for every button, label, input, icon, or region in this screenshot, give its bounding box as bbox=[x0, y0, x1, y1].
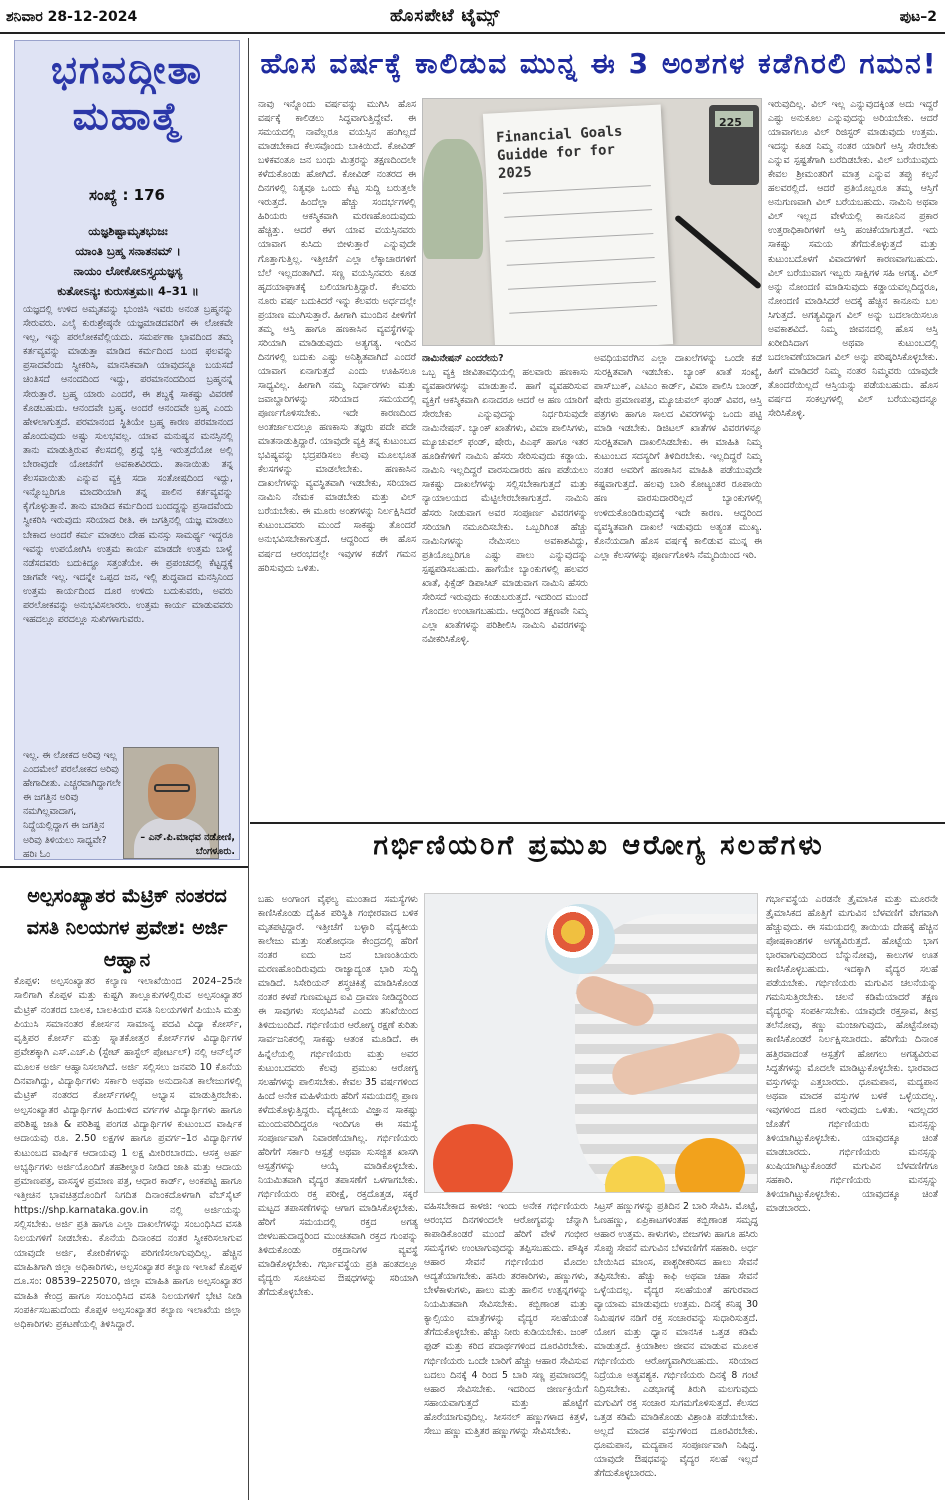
pregnancy-headline: ಗರ್ಭಿಣಿಯರಿಗೆ ಪ್ರಮುಖ ಆರೋಗ್ಯ ಸಲಹೆಗಳು bbox=[373, 830, 825, 861]
pregnancy-column-3: ಸಿಟ್ರಸ್ ಹಣ್ಣುಗಳನ್ನು ಪ್ರತಿದಿನ 2 ಬಾರಿ ಸೇವಿಸಿ. ಮೊಟ್ಟೆ, ಓಣಹಣ್ಣು, ಏಪ್ರಿಕಾಟಗಳಂತಹ ಕಬ್ಬಿಣಾಂಶ ಸಮೃದ್ಧ ಆಹಾರ ಉತ್ತಮ. ಕಾಳುಗಳು, ಬೀಜಗಳು ಹಾಗೂ ಹಸಿರು ಸೊಪ್ಪು ಸೇವನೆ ಮಗುವಿನ ಬೆಳವಣಿಗೆಗೆ ಸಹಕಾರಿ. ಅರ್ಧ ಬೇಯಿಸಿದ ಮಾಂಸ, ಪಾಶ್ಚರೀಕರಿಸದ ಹಾಲು ಸೇವನೆ ತಪ್ಪಿಸಬೇಕು. ಹೆಚ್ಚು ಕಾಫಿ ಅಥವಾ ಚಹಾ ಸೇವನೆ ಒಳ್ಳೆಯದಲ್ಲ. ವೈದ್ಯರ ಸಲಹೆಯಂತೆ ಹಗುರವಾದ ವ್ಯಾಯಾಮ ಮಾಡುವುದು ಉತ್ತಮ. ದಿನಕ್ಕೆ ಕನಿಷ್ಠ 30 ನಿಮಿಷಗಳ ನಡಿಗೆ ರಕ್ತ ಸಂಚಾರವನ್ನು ಸುಧಾರಿಸುತ್ತದೆ. ಯೋಗ ಮತ್ತು ಧ್ಯಾನ ಮಾನಸಿಕ ಒತ್ತಡ ಕಡಿಮೆ ಮಾಡುತ್ತದೆ. ಕ್ರಿಯಾಶೀಲ ಜೀವನ ಮಾಡುವ ಮೂಲಕ ಗರ್ಭಿಣಿಯರು ಆರೋಗ್ಯವಾಗಿರಬಹುದು. ಸರಿಯಾದ ನಿದ್ರೆಯೂ ಅತ್ಯವಶ್ಯಕ. ಗರ್ಭಿಣಿಯರು ದಿನಕ್ಕೆ 8 ಗಂಟೆ ನಿದ್ರಿಸಬೇಕು. ಎಡಭಾಗಕ್ಕೆ ತಿರುಗಿ ಮಲಗುವುದು ಮಗುವಿಗೆ ರಕ್ತ ಸಂಚಾರ ಸುಗಮಗೊಳಿಸುತ್ತದೆ. ಕೆಲಸದ ಒತ್ತಡ ಕಡಿಮೆ ಮಾಡಿಕೊಂಡು ವಿಶ್ರಾಂತಿ ಪಡೆಯಬೇಕು. ಅಲ್ಲದೆ ಮಾದಕ ವಸ್ತುಗಳಿಂದ ದೂರವಿರಬೇಕು. ಧೂಮಪಾನ, ಮದ್ಯಪಾನ ಸಂಪೂರ್ಣವಾಗಿ ನಿಷಿದ್ಧ. ಯಾವುದೇ ಔಷಧವನ್ನು ವೈದ್ಯರ ಸಲಹೆ ಇಲ್ಲದೆ ತೆಗೆದುಕೊಳ್ಳಬಾರದು. bbox=[594, 1201, 758, 1479]
pregnancy-column-4: ಗರ್ಭಾವಸ್ಥೆಯ ಎರಡನೇ ತ್ರೈಮಾಸಿಕ ಮತ್ತು ಮೂರನೇ ತ್ರೈಮಾಸಿಕದ ಹೊತ್ತಿಗೆ ಮಗುವಿನ ಬೆಳವಣಿಗೆ ವೇಗವಾಗಿ ಹೆಚ್ಚುವುದು. ಈ ಸಮಯದಲ್ಲಿ ತಾಯಿಯ ದೇಹಕ್ಕೆ ಹೆಚ್ಚಿನ ಪೋಷಕಾಂಶಗಳ ಅಗತ್ಯವಿರುತ್ತದೆ. ಹೊಟ್ಟೆಯ ಭಾಗ ಭಾರವಾಗುವುದರಿಂದ ಬೆನ್ನುನೋವು, ಕಾಲುಗಳ ಊತ ಕಾಣಿಸಿಕೊಳ್ಳಬಹುದು. ಇದಕ್ಕಾಗಿ ವೈದ್ಯರ ಸಲಹೆ ಪಡೆಯಬೇಕು. ಗರ್ಭಿಣಿಯರು ಮಗುವಿನ ಚಲನೆಯನ್ನು ಗಮನಿಸುತ್ತಿರಬೇಕು. ಚಲನೆ ಕಡಿಮೆಯಾದರೆ ತಕ್ಷಣ ವೈದ್ಯರನ್ನು ಸಂಪರ್ಕಿಸಬೇಕು. ಯಾವುದೇ ರಕ್ತಸ್ರಾವ, ತೀವ್ರ ತಲೆನೋವು, ಕಣ್ಣು ಮಂಜಾಗುವುದು, ಹೊಟ್ಟೆನೋವು ಕಾಣಿಸಿಕೊಂಡರೆ ನಿರ್ಲಕ್ಷಿಸಬಾರದು. ಹೆರಿಗೆಯ ದಿನಾಂಕ ಹತ್ತಿರವಾದಂತೆ ಆಸ್ಪತ್ರೆಗೆ ಹೋಗಲು ಅಗತ್ಯವಿರುವ ಸಿದ್ಧತೆಗಳನ್ನು ಮೊದಲೇ ಮಾಡಿಟ್ಟುಕೊಳ್ಳಬೇಕು. ಭಾರವಾದ ವಸ್ತುಗಳನ್ನು ಎತ್ತಬಾರದು. ಧೂಮಪಾನ, ಮದ್ಯಪಾನ ಅಥವಾ ಮಾದಕ ವಸ್ತುಗಳ ಬಳಕೆ ಒಳ್ಳೆಯದಲ್ಲ. ಇವುಗಳಿಂದ ದೂರ ಇರುವುದು ಒಳಿತು. ಇದಲ್ಲದರ ಜೊತೆಗೆ ಗರ್ಭಿಣಿಯರು ಮನಸ್ಸನ್ನು ತಿಳಿಯಾಗಿಟ್ಟುಕೊಳ್ಳಬೇಕು. ಯಾವುದಕ್ಕೂ ಚಿಂತೆ ಮಾಡಬಾರದು. ಗರ್ಭಿಣಿಯರು ಮನಸ್ಸನ್ನು ಖುಷಿಯಾಗಿಟ್ಟುಕೊಂಡರೆ ಮಗುವಿನ ಬೆಳವಣಿಗೆಗೂ ಸಹಕಾರಿ. ಗರ್ಭಿಣಿಯರು ಮನಸ್ಸನ್ನು ತಿಳಿಯಾಗಿಟ್ಟುಕೊಳ್ಳಬೇಕು. ಯಾವುದಕ್ಕೂ ಚಿಂತೆ ಮಾಡಬಾರದು. bbox=[766, 894, 938, 1215]
finance-column-1: ನಾವು ಇನ್ನೊಂದು ವರ್ಷವನ್ನು ಮುಗಿಸಿ ಹೊಸ ವರ್ಷಕ್ಕೆ ಕಾಲಿಡಲು ಸಿದ್ಧವಾಗುತ್ತಿದ್ದೇವೆ. ಈ ಸಮಯದಲ್ಲಿ ನಾವೆಲ್ಲರೂ ವಯಸ್ಸಿನ ಹಂಗಿಲ್ಲದೆ ಮಾಡಬೇಕಾದ ಕೆಲಸವೊಂದು ಬಾಕಿಯಿದೆ. ಕೋವಿಡ್ ಬಳಿಕವಂತೂ ಜನ ಬಂಧು ಮಿತ್ರರನ್ನು ತಕ್ಷಣದಿಂದಲೇ ಕಳೆದುಕೊಂಡು ಹೋಗಿದೆ. ಕೋವಿಡ್ ನಂತರದ ಈ ದಿನಗಳಲ್ಲಿ ನಿತ್ಯವೂ ಒಂದು ಕೆಟ್ಟ ಸುದ್ದಿ ಬರುತ್ತಲೇ ಇರುತ್ತದೆ. ಹಿಂದೆಲ್ಲಾ ಹೆಚ್ಚು ಸಂದರ್ಭಗಳಲ್ಲಿ ಹಿರಿಯರು ಆಕಸ್ಮಿಕವಾಗಿ ಮರಣಹೊಂದುವುದು ಹೆಚ್ಚಿತ್ತು. ಆದರೆ ಈಗ ಯಾವ ವಯಸ್ಸಿನವರು ಯಾವಾಗ ಕುಸಿದು ಬೀಳುತ್ತಾರೆ ಎನ್ನುವುದೇ ಗೊತ್ತಾಗುತ್ತಿಲ್ಲ. ಇತ್ತೀಚೆಗೆ ಎಲ್ಲಾ ಲೆಕ್ಕಾಚಾರಗಳಿಗೆ ಬೆಲೆ ಇಲ್ಲದಂತಾಗಿದೆ. ಸಣ್ಣ ವಯಸ್ಸಿನವರು ಕೂಡ ಹೃದಯಾಘಾತಕ್ಕೆ ಬಲಿಯಾಗುತ್ತಿದ್ದಾರೆ. ಕೆಲವರು ನೂರು ವರ್ಷ ಬದುಕಿದರೆ ಇನ್ನು ಕೆಲವರು ಅರ್ಧದಲ್ಲೇ ಪ್ರಯಾಣ ಮುಗಿಸುತ್ತಾರೆ. ಹೀಗಾಗಿ ಮುಂದಿನ ಪೀಳಿಗೆಗೆ ತಮ್ಮ ಆಸ್ತಿ ಹಾಗೂ ಹಣಕಾಸಿನ ವ್ಯವಸ್ಥೆಗಳನ್ನು ಸರಿಯಾಗಿ ಮಾಡಿಡುವುದು ಅತ್ಯಗತ್ಯ. ಇಂದಿನ ದಿನಗಳಲ್ಲಿ ಬದುಕು ಎಷ್ಟು ಅನಿಶ್ಚಿತವಾಗಿದೆ ಎಂದರೆ ಯಾವಾಗ ಏನಾಗುತ್ತದೆ ಎಂದು ಊಹಿಸಲೂ ಸಾಧ್ಯವಿಲ್ಲ. ಹೀಗಾಗಿ ನಮ್ಮ ನಿರ್ಧಾರಗಳು ಮತ್ತು ಜವಾಬ್ದಾರಿಗಳನ್ನು ಸರಿಯಾದ ಸಮಯದಲ್ಲಿ ಪೂರ್ಣಗೊಳಿಸಬೇಕು. ಇದೇ ಕಾರಣದಿಂದ ಅಂತರ್ಜಾಲದಲ್ಲೂ ಹಣಕಾಸು ತಜ್ಞರು ಪದೇ ಪದೇ ಮಾತನಾಡುತ್ತಿದ್ದಾರೆ. ಯಾವುದೇ ವ್ಯಕ್ತಿ ತನ್ನ ಕುಟುಂಬದ ಭವಿಷ್ಯವನ್ನು ಭದ್ರಪಡಿಸಲು ಕೆಲವು ಮೂಲಭೂತ ಕೆಲಸಗಳನ್ನು ಮಾಡಲೇಬೇಕು. ಹಣಕಾಸಿನ ದಾಖಲೆಗಳನ್ನು ವ್ಯವಸ್ಥಿತವಾಗಿ ಇಡಬೇಕು, ಸರಿಯಾದ ನಾಮಿನಿ ನೇಮಕ ಮಾಡಬೇಕು ಮತ್ತು ವಿಲ್ ಬರೆಯಬೇಕು. ಈ ಮೂರು ಅಂಶಗಳನ್ನು ನಿರ್ಲಕ್ಷಿಸಿದರೆ ಕುಟುಂಬದವರು ಮುಂದೆ ಸಾಕಷ್ಟು ತೊಂದರೆ ಅನುಭವಿಸಬೇಕಾಗುತ್ತದೆ. ಆದ್ದರಿಂದ ಈ ಹೊಸ ವರ್ಷದ ಆರಂಭದಲ್ಲೇ ಇವುಗಳ ಕಡೆಗೆ ಗಮನ ಹರಿಸುವುದು ಒಳಿತು. bbox=[258, 99, 416, 574]
page-header bbox=[0, 0, 945, 34]
fruit-icon bbox=[433, 1124, 513, 1193]
masthead: ಹೊಸಪೇಟೆ ಟೈಮ್ಸ್ bbox=[390, 6, 501, 26]
gita-column bbox=[14, 40, 240, 860]
column-divider bbox=[248, 38, 249, 1500]
finance-column-2 bbox=[422, 352, 588, 814]
pregnancy-image bbox=[424, 893, 758, 1193]
finance-headline: ಹೊಸ ವರ್ಷಕ್ಕೆ ಕಾಲಿಡುವ ಮುನ್ನ ಈ 3 ಅಂಶಗಳ ಕಡೆಗಿರಲಿ ಗಮನ! bbox=[260, 47, 938, 80]
gita-title-line1: ಭಗವದ್ಗೀತಾ bbox=[50, 48, 204, 92]
pregnancy-column-1: ಬಹು ಅಂಗಾಂಗ ವೈಫಲ್ಯ ಮುಂತಾದ ಸಮಸ್ಯೆಗಳು ಕಾಣಿಸಿಕೊಂಡು ದೈಹಿಕ ಪರಿಸ್ಥಿತಿ ಗಂಭೀರವಾದ ಬಳಿಕ ಮೃತಪಟ್ಟಿದ್ದಾರೆ. ಇತ್ತೀಚೆಗೆ ಬಳ್ಳಾರಿ ವೈದ್ಯಕೀಯ ಕಾಲೇಜು ಮತ್ತು ಸಂಶೋಧನಾ ಕೇಂದ್ರದಲ್ಲಿ ಹೆರಿಗೆ ನಂತರ ಐದು ಜನ ಬಾಣಂತಿಯರು ಮರಣಹೊಂದಿರುವುದು ರಾಜ್ಯಾದ್ಯಂತ ಭಾರಿ ಸುದ್ದಿ ಮಾಡಿದೆ. ಸಿಸೇರಿಯನ್ ಶಸ್ತ್ರಚಿಕಿತ್ಸೆ ಮಾಡಿಸಿಕೊಂಡ ನಂತರ ಕಳಪೆ ಗುಣಮಟ್ಟದ ಐವಿ ದ್ರಾವಣ ನೀಡಿದ್ದರಿಂದ ಈ ಸಾವುಗಳು ಸಂಭವಿಸಿವೆ ಎಂದು ತನಿಖೆಯಿಂದ ತಿಳಿದುಬಂದಿದೆ. ಗರ್ಭಿಣಿಯರ ಆರೋಗ್ಯ ರಕ್ಷಣೆ ಕುರಿತು ಸಾರ್ವಜನಿಕರಲ್ಲಿ ಸಾಕಷ್ಟು ಆತಂಕ ಮೂಡಿದೆ. ಈ ಹಿನ್ನೆಲೆಯಲ್ಲಿ ಗರ್ಭಿಣಿಯರು ಮತ್ತು ಅವರ ಕುಟುಂಬದವರು ಕೆಲವು ಪ್ರಮುಖ ಆರೋಗ್ಯ ಸಲಹೆಗಳನ್ನು ಪಾಲಿಸಬೇಕು. ಕೇವಲ 35 ವರ್ಷಗಳಿಂದ ಹಿಂದೆ ಅನೇಕ ಮಹಿಳೆಯರು ಹೆರಿಗೆ ಸಮಯದಲ್ಲಿ ಪ್ರಾಣ ಕಳೆದುಕೊಳ್ಳುತ್ತಿದ್ದರು. ವೈದ್ಯಕೀಯ ವಿಜ್ಞಾನ ಸಾಕಷ್ಟು ಮುಂದುವರಿದಿದ್ದರೂ ಇಂದಿಗೂ ಈ ಸಮಸ್ಯೆ ಸಂಪೂರ್ಣವಾಗಿ ನಿವಾರಣೆಯಾಗಿಲ್ಲ. ಗರ್ಭಿಣಿಯರು ಹೆರಿಗೆಗೆ ಸರ್ಕಾರಿ ಆಸ್ಪತ್ರೆ ಅಥವಾ ಸುಸಜ್ಜಿತ ಖಾಸಗಿ ಆಸ್ಪತ್ರೆಗಳನ್ನು ಆಯ್ಕೆ ಮಾಡಿಕೊಳ್ಳಬೇಕು. ನಿಯಮಿತವಾಗಿ ವೈದ್ಯರ ತಪಾಸಣೆಗೆ ಒಳಗಾಗಬೇಕು. ಗರ್ಭಿಣಿಯರು ರಕ್ತ ಪರೀಕ್ಷೆ, ರಕ್ತದೊತ್ತಡ, ಸಕ್ಕರೆ ಮಟ್ಟದ ತಪಾಸಣೆಗಳನ್ನು ಆಗಾಗ ಮಾಡಿಸಿಕೊಳ್ಳಬೇಕು. ಹೆರಿಗೆ ಸಮಯದಲ್ಲಿ ರಕ್ತದ ಅಗತ್ಯ ಬೀಳಬಹುದಾದ್ದರಿಂದ ಮುಂಚಿತವಾಗಿ ರಕ್ತದ ಗುಂಪನ್ನು ತಿಳಿದುಕೊಂಡು ರಕ್ತದಾನಿಗಳ ವ್ಯವಸ್ಥೆ ಮಾಡಿಕೊಳ್ಳಬೇಕು. ಗರ್ಭಾವಸ್ಥೆಯ ಪ್ರತಿ ಹಂತದಲ್ಲೂ ವೈದ್ಯರು ಸೂಚಿಸುವ ಔಷಧಗಳನ್ನು ಸರಿಯಾಗಿ ತೆಗೆದುಕೊಳ್ಳಬೇಕು. bbox=[258, 894, 418, 1299]
nomination-subhead: ನಾಮಿನೇಷನ್ ಎಂದರೇನು? bbox=[422, 353, 504, 364]
page-number: ಪುಟ–2 bbox=[899, 9, 937, 25]
pen-icon bbox=[674, 214, 762, 289]
author-name: – ಎನ್.ಪಿ.ಮಾಧವ ನಡೋಣಿ, bbox=[140, 832, 235, 843]
verse-line: ಯಾಂತಿ ಬ್ರಹ್ಮ ಸನಾತನಮ್ । bbox=[75, 244, 181, 258]
verse-line: ನಾಯಂ ಲೋಕೋಽಸ್ತ್ಯಯಜ್ಞಸ್ಯ bbox=[73, 264, 183, 278]
gita-number: ಸಂಖ್ಯೆ : 176 bbox=[89, 186, 165, 204]
calculator-display: 225 bbox=[719, 116, 742, 129]
gita-body: ಯಜ್ಞದಲ್ಲಿ ಉಳಿದ ಅಮೃತವನ್ನು ಭುಂಜಿಸಿ ಇವರು ಅನಂತ ಬ್ರಹ್ಮನನ್ನು ಸೇರುವರು. ಎಲೈ ಕುರುಶ್ರೇಷ್ಠನೇ ಯಜ್ಞಮಾಡದವರಿಗೆ ಈ ಲೋಕವೇ ಇಲ್ಲ, ಇನ್ನು ಪರಲೋಕವೆಲ್ಲಿಯದು. ಸಮರ್ಪಣಾ ಭಾವದಿಂದ ತಮ್ಮ ಕರ್ತವ್ಯವನ್ನು ಮಾಡುತ್ತಾ ಮಾಡಿದ ಕರ್ಮದಿಂದ ಬಂದ ಫಲವನ್ನು ಪ್ರಸಾದವೆಂದು ಸ್ವೀಕರಿಸಿ, ಮಾನಸಿಕವಾಗಿ ಯಾವುದನ್ನೂ ಬಯಸದೆ ಚಿಂತಿಸದೆ ಆನಂದದಿಂದ ಇದ್ದು, ಪರಮಾನಂದದಿಂದ ಬ್ರಹ್ಮನನ್ನೆ ಸೇರುತ್ತಾರೆ. ಬ್ರಹ್ಮ ಯಾರು ಎಂದರೆ, ಈ ಶಬ್ದಕ್ಕೆ ಸಾಕಷ್ಟು ವಿವರಣೆ ಕೊಡಬಹುದು. ಆನಂದವೇ ಬ್ರಹ್ಮ. ಅಂದರೆ ಆನಂದವೇ ಬ್ರಹ್ಮ ಎಂದು ಹೇಳಲಾಗುತ್ತದೆ. ಪರಮಾನಂದ ಸ್ಥಿತಿಯೇ ಬ್ರಹ್ಮ ಕಾರಣ ಪರಮಾನಂದ ಹೊಂದುವುದು ಅಷ್ಟು ಸುಲಭವಲ್ಲ. ಯಾವ ಮನುಷ್ಯನ ಮನಸ್ಸಿನಲ್ಲಿ ತಾನು ಮಾಡುತ್ತಿರುವ ಕೆಲಸದಲ್ಲಿ ಶ್ರದ್ಧೆ ಭಕ್ತಿ ಇರುತ್ತದೆಯೋ ಅಲ್ಲಿ ಬೇರಾವುದೇ ಯೋಚನೆಗೆ ಅವಕಾಶವಿರದು. ತಾನಾಯಿತು ತನ್ನ ಕೆಲಸವಾಯಿತು ಎನ್ನುವ ವ್ಯಕ್ತಿ ಸದಾ ಸಂತೋಷದಿಂದ ಇದ್ದು, ಇನ್ನೊಬ್ಬರಿಗೂ ಮಾದರಿಯಾಗಿ ತನ್ನ ಪಾಲಿನ ಕರ್ತವ್ಯವನ್ನು ಕೈಗೊಳ್ಳುತ್ತಾನೆ. ತಾನು ಮಾಡಿದ ಕರ್ಮದಿಂದ ಬಂದದ್ದನ್ನು ಪ್ರಸಾದವೆಂದು ಸ್ವೀಕರಿಸಿ ಇರುವುದು ಸರಿಯಾದ ರೀತಿ. ಈ ಜಗತ್ತಿನಲ್ಲಿ ಯಜ್ಞ ಮಾಡಲು ಬೇಕಾದ ಅಂದರೆ ಕರ್ಮ ಮಾಡಲು ದೇಹ ಮನಸ್ಸು ಸಾಮರ್ಥ್ಯ ಇದ್ದರೂ ಇವನ್ನು ಉಪಯೋಗಿಸಿ ಉತ್ತಮ ಕಾರ್ಯ ಮಾಡದೇ ಉತ್ತಮ ಬಾಳ್ವೆ ನಡೆಸದವರು ಬದುಕಿದ್ದೂ ಸತ್ತಂತೆಯೇ. ಈ ಪ್ರಪಂಚದಲ್ಲಿ ಕೆಟ್ಟದ್ದಕ್ಕೆ ಜಾಗವೇ ಇಲ್ಲ. ಇದನ್ನೇ ಒಪ್ಪದ ಜನ, ಇಲ್ಲಿ ಶುದ್ಧವಾದ ಮನಸ್ಸಿನಿಂದ ಉತ್ತಮ ಕಾರ್ಯದಿಂದ ದೂರ ಉಳಿದು ಬದುಕುವರು, ಅವರು ಪರಲೋಕವನ್ನು ಅನುಭವಿಸಲಾರರು. ಉತ್ತಮ ಕಾರ್ಯ ಮಾಡುವವರು ಇಹದಲ್ಲೂ ಪರದಲ್ಲೂ ಸುಖಿಗಳಾಗುವರು. bbox=[23, 304, 233, 626]
nomination-text: ಒಬ್ಬ ವ್ಯಕ್ತಿ ಜೀವಿತಾವಧಿಯಲ್ಲಿ ಹಲವಾರು ಹಣಕಾಸು ವ್ಯವಹಾರಗಳನ್ನು ಮಾಡುತ್ತಾನೆ. ಹಾಗೆ ವ್ಯವಹರಿಸುವ ವ್ಯಕ್ತಿಗೆ ಆಕಸ್ಮಿಕವಾಗಿ ಏನಾದರೂ ಆದರೆ ಆ ಹಣ ಯಾರಿಗೆ ಸೇರಬೇಕು ಎನ್ನುವುದನ್ನು ನಿರ್ಧರಿಸುವುದೇ ನಾಮಿನೇಷನ್. ಬ್ಯಾಂಕ್ ಖಾತೆಗಳು, ವಿಮಾ ಪಾಲಿಸಿಗಳು, ಮ್ಯೂಚುವಲ್ ಫಂಡ್, ಷೇರು, ಪಿಎಫ್ ಹಾಗೂ ಇತರ ಹೂಡಿಕೆಗಳಿಗೆ ನಾಮಿನಿ ಹೆಸರು ಸೇರಿಸುವುದು ಕಡ್ಡಾಯ. ನಾಮಿನಿ ಇಲ್ಲದಿದ್ದರೆ ವಾರಸುದಾರರು ಹಣ ಪಡೆಯಲು ಸಾಕಷ್ಟು ದಾಖಲೆಗಳನ್ನು ಸಲ್ಲಿಸಬೇಕಾಗುತ್ತದೆ ಮತ್ತು ನ್ಯಾಯಾಲಯದ ಮೆಟ್ಟಿಲೇರಬೇಕಾಗುತ್ತದೆ. ನಾಮಿನಿ ಹೆಸರು ನೀಡುವಾಗ ಅವರ ಸಂಪೂರ್ಣ ವಿವರಗಳನ್ನು ಸರಿಯಾಗಿ ನಮೂದಿಸಬೇಕು. ಒಬ್ಬರಿಗಿಂತ ಹೆಚ್ಚು ನಾಮಿನಿಗಳನ್ನು ನೇಮಿಸಲು ಅವಕಾಶವಿದ್ದು, ಪ್ರತಿಯೊಬ್ಬರಿಗೂ ಎಷ್ಟು ಪಾಲು ಎನ್ನುವುದನ್ನು ಸ್ಪಷ್ಟಪಡಿಸಬಹುದು. ಹಾಗೆಯೇ ಬ್ಯಾಂಕುಗಳಲ್ಲಿ ಹಲವರ ಖಾತೆ, ಫಿಕ್ಸೆಡ್ ಡಿಪಾಸಿಟ್ ಮಾಡುವಾಗ ನಾಮಿನಿ ಹೆಸರು ಸೇರಿಸದೆ ಇರುವುದು ಕಂಡುಬರುತ್ತದೆ. ಇದರಿಂದ ಮುಂದೆ ಗೊಂದಲ ಉಂಟಾಗಬಹುದು. ಆದ್ದರಿಂದ ತಕ್ಷಣವೇ ನಿಮ್ಮ ಎಲ್ಲಾ ಖಾತೆಗಳನ್ನು ಪರಿಶೀಲಿಸಿ ನಾಮಿನಿ ವಿವರಗಳನ್ನು ನವೀಕರಿಸಿಕೊಳ್ಳಿ. bbox=[422, 367, 588, 645]
hostel-body: ಕೊಪ್ಪಳ: ಅಲ್ಪಸಂಖ್ಯಾತರ ಕಲ್ಯಾಣ ಇಲಾಖೆಯಿಂದ 2024–25ನೇ ಸಾಲಿಗಾಗಿ ಕೊಪ್ಪಳ ಮತ್ತು ಕುಷ್ಟಗಿ ತಾಲ್ಲೂಕುಗಳಲ್ಲಿರುವ ಅಲ್ಪಸಂಖ್ಯಾತರ ಮೆಟ್ರಿಕ್ ನಂತರದ ಬಾಲಕ, ಬಾಲಕಿಯರ ವಸತಿ ನಿಲಯಗಳಿಗೆ ಪಿಯುಸಿ ಮತ್ತು ಪಿಯುಸಿ ಸಮಾನಂತರ ಕೋರ್ಸನ ಸಾಮಾನ್ಯ ಪದವಿ ವಿದ್ಯಾ ಕೋರ್ಸ್, ವೃತ್ತಿಪರ ಕೋರ್ಸ್ ಮತ್ತು ಸ್ನಾತಕೋತ್ತರ ಕೋರ್ಸ್‌ಗಳ ವಿದ್ಯಾರ್ಥಿಗಳ ಪ್ರವೇಶಕ್ಕಾಗಿ ಎಸ್.ಎಚ್.ಪಿ (ಸ್ಟೇಟ್ ಹಾಸ್ಟೆಲ್ ಪೋರ್ಟಲ್) ನಲ್ಲಿ ಆನ್‌ಲೈನ್ ಮೂಲಕ ಅರ್ಜಿ ಆಹ್ವಾನಿಸಲಾಗಿದೆ. ಅರ್ಜಿ ಸಲ್ಲಿಸಲು ಜನವರಿ 10 ಕೊನೆಯ ದಿನವಾಗಿದ್ದು, ವಿದ್ಯಾರ್ಥಿಗಳು ಸರ್ಕಾರಿ ಅಥವಾ ಅನುದಾನಿತ ಕಾಲೇಜುಗಳಲ್ಲಿ ಮೆಟ್ರಿಕ್ ನಂತರದ ಕೋರ್ಸ್‌ಗಳಲ್ಲಿ ಅಭ್ಯಾಸ ಮಾಡುತ್ತಿರಬೇಕು. ಅಲ್ಪಸಂಖ್ಯಾತರ ವಿದ್ಯಾರ್ಥಿಗಳ ಹಿಂದುಳಿದ ವರ್ಗಗಳ ವಿದ್ಯಾರ್ಥಿಗಳು ಹಾಗೂ ಪರಿಶಿಷ್ಟ ಜಾತಿ & ಪರಿಶಿಷ್ಟ ಪಂಗಡ ವಿದ್ಯಾರ್ಥಿಗಳ ಕುಟುಂಬದ ವಾರ್ಷಿಕ ಆದಾಯವು ರೂ. 2.50 ಲಕ್ಷಗಳ ಹಾಗೂ ಪ್ರವರ್ಗ–1ರ ವಿದ್ಯಾರ್ಥಿಗಳ ಕುಟುಂಬದ ವಾರ್ಷಿಕ ಆದಾಯವು 1 ಲಕ್ಷ ಮೀರಿರಬಾರದು. ಆಸಕ್ತ ಅರ್ಹ ಅಭ್ಯರ್ಥಿಗಳು ಅರ್ಜಿಯೊಂದಿಗೆ ತಹಶೀಲ್ದಾರ ನೀಡಿದ ಜಾತಿ ಮತ್ತು ಆದಾಯ ಪ್ರಮಾಣಪತ್ರ, ವಾಸಸ್ಥಳ ಪ್ರಮಾಣ ಪತ್ರ, ಆಧಾರ ಕಾರ್ಡ್, ಅಂಕಪಟ್ಟಿ ಹಾಗೂ ಇತ್ತೀಚಿನ ಭಾವಚಿತ್ರದೊಂದಿಗೆ ನಿಗದಿತ ದಿನಾಂಕದೊಳಗಾಗಿ ವೆಬ್‌ಸೈಟ್ https://shp.karnataka.gov.in ನಲ್ಲಿ ಅರ್ಜಿಯನ್ನು ಸಲ್ಲಿಸಬೇಕು. ಅರ್ಜಿ ಪ್ರತಿ ಹಾಗೂ ಎಲ್ಲಾ ದಾಖಲೆಗಳನ್ನು ಸಂಬಂಧಿಸಿದ ವಸತಿ ನಿಲಯಗಳಿಗೆ ನೀಡಬೇಕು. ಕೊನೆಯ ದಿನಾಂಕದ ನಂತರ ಸ್ವೀಕರಿಸಲಾಗುವ ಯಾವುದೇ ಅರ್ಜಿ, ಕೋರಿಕೆಗಳನ್ನು ಪರಿಗಣಿಸಲಾಗುವುದಿಲ್ಲ. ಹೆಚ್ಚಿನ ಮಾಹಿತಿಗಾಗಿ ಜಿಲ್ಲಾ ಅಧಿಕಾರಿಗಳು, ಅಲ್ಪಸಂಖ್ಯಾತರ ಕಲ್ಯಾಣ ಇಲಾಖೆ ಕೊಪ್ಪಳ ದೂ.ಸಂ: 08539–225070, ಜಿಲ್ಲಾ ಮಾಹಿತಿ ಹಾಗೂ ಅಲ್ಪಸಂಖ್ಯಾತರ ಮಾಹಿತಿ ಕೇಂದ್ರ ಹಾಗೂ ಸಂಬಂಧಿಸಿದ ವಸತಿ ನಿಲಯಗಳಿಗೆ ಭೇಟಿ ನೀಡಿ ಸಂಪರ್ಕಿಸಬಹುದೆಂದು ಕೊಪ್ಪಳ ಅಲ್ಪಸಂಖ್ಯಾತರ ಕಲ್ಯಾಣ ಇಲಾಖೆಯ ಜಿಲ್ಲಾ ಅಧಿಕಾರಿಗಳು ಪ್ರಕಟಣೆಯಲ್ಲಿ ತಿಳಿಸಿದ್ದಾರೆ. bbox=[14, 976, 242, 1331]
financial-goals-sheet bbox=[483, 105, 673, 346]
hostel-headline: ಅಲ್ಪಸಂಖ್ಯಾತರ ಮೆಟ್ರಿಕ್ ನಂತರದ ವಸತಿ ನಿಲಯಗಳ ಪ್ರವೇಶ: ಅರ್ಜಿ ಆಹ್ವಾನ bbox=[26, 885, 228, 971]
gita-title bbox=[15, 47, 239, 139]
author-signature bbox=[113, 831, 235, 859]
section-divider bbox=[250, 822, 945, 824]
verse-line: ಕುತೋಽನ್ಯಃ ಕುರುಸತ್ತಮ॥ 4–31 ॥ bbox=[57, 284, 199, 298]
finance-column-3: ಅವಧಿಯವರೆಗಿನ ಎಲ್ಲಾ ದಾಖಲೆಗಳನ್ನು ಒಂದೇ ಕಡೆ ಸುರಕ್ಷಿತವಾಗಿ ಇಡಬೇಕು. ಬ್ಯಾಂಕ್ ಖಾತೆ ಸಂಖ್ಯೆ, ಪಾಸ್‌ಬುಕ್, ಎಟಿಎಂ ಕಾರ್ಡ್, ವಿಮಾ ಪಾಲಿಸಿ ಬಾಂಡ್, ಷೇರು ಪ್ರಮಾಣಪತ್ರ, ಮ್ಯೂಚುವಲ್ ಫಂಡ್ ವಿವರ, ಆಸ್ತಿ ಪತ್ರಗಳು ಹಾಗೂ ಸಾಲದ ವಿವರಗಳನ್ನು ಒಂದು ಪಟ್ಟಿ ಮಾಡಿ ಇಡಬೇಕು. ಡಿಜಿಟಲ್ ಖಾತೆಗಳ ವಿವರಗಳನ್ನೂ ಸುರಕ್ಷಿತವಾಗಿ ದಾಖಲಿಸಿಡಬೇಕು. ಈ ಮಾಹಿತಿ ನಿಮ್ಮ ಕುಟುಂಬದ ಸದಸ್ಯರಿಗೆ ತಿಳಿದಿರಬೇಕು. ಇಲ್ಲದಿದ್ದರೆ ನಿಮ್ಮ ನಂತರ ಅವರಿಗೆ ಹಣಕಾಸಿನ ಮಾಹಿತಿ ಪಡೆಯುವುದೇ ಕಷ್ಟವಾಗುತ್ತದೆ. ಹಲವು ಬಾರಿ ಕೋಟ್ಯಂತರ ರೂಪಾಯಿ ಹಣ ವಾರಸುದಾರರಿಲ್ಲದೆ ಬ್ಯಾಂಕುಗಳಲ್ಲಿ ಉಳಿದುಕೊಂಡಿರುವುದಕ್ಕೆ ಇದೇ ಕಾರಣ. ಆದ್ದರಿಂದ ವ್ಯವಸ್ಥಿತವಾಗಿ ದಾಖಲೆ ಇಡುವುದು ಅತ್ಯಂತ ಮುಖ್ಯ. ಕೊನೆಯದಾಗಿ ಹೊಸ ವರ್ಷಕ್ಕೆ ಕಾಲಿಡುವ ಮುನ್ನ ಈ ಎಲ್ಲಾ ಕೆಲಸಗಳನ್ನು ಪೂರ್ಣಗೊಳಿಸಿ ನೆಮ್ಮದಿಯಿಂದ ಇರಿ. bbox=[594, 353, 762, 561]
pregnancy-column-2: ವಹಿಸಬೇಕಾದ ಕಾಳಜಿ: ಇಂದು ಅನೇಕ ಗರ್ಭಿಣಿಯರು ಆರಂಭದ ದಿನಗಳಿಂದಲೇ ಆರೋಗ್ಯವನ್ನು ಚೆನ್ನಾಗಿ ಕಾಪಾಡಿಕೊಂಡರೆ ಮುಂದೆ ಹೆರಿಗೆ ವೇಳೆ ಗಂಭೀರ ಸಮಸ್ಯೆಗಳು ಉಂಟಾಗುವುದನ್ನು ತಪ್ಪಿಸಬಹುದು. ಪೌಷ್ಠಿಕ ಆಹಾರ ಸೇವನೆ ಗರ್ಭಿಣಿಯರ ಮೊದಲ ಆದ್ಯತೆಯಾಗಬೇಕು. ಹಸಿರು ತರಕಾರಿಗಳು, ಹಣ್ಣುಗಳು, ಬೇಳೆಕಾಳುಗಳು, ಹಾಲು ಮತ್ತು ಹಾಲಿನ ಉತ್ಪನ್ನಗಳನ್ನು ನಿಯಮಿತವಾಗಿ ಸೇವಿಸಬೇಕು. ಕಬ್ಬಿಣಾಂಶ ಮತ್ತು ಕ್ಯಾಲ್ಸಿಯಂ ಮಾತ್ರೆಗಳನ್ನು ವೈದ್ಯರ ಸಲಹೆಯಂತೆ ತೆಗೆದುಕೊಳ್ಳಬೇಕು. ಹೆಚ್ಚು ನೀರು ಕುಡಿಯಬೇಕು. ಜಂಕ್ ಫುಡ್ ಮತ್ತು ಕರಿದ ಪದಾರ್ಥಗಳಿಂದ ದೂರವಿರಬೇಕು. ಗರ್ಭಿಣಿಯರು ಒಂದೇ ಬಾರಿಗೆ ಹೆಚ್ಚು ಆಹಾರ ಸೇವಿಸುವ ಬದಲು ದಿನಕ್ಕೆ 4 ರಿಂದ 5 ಬಾರಿ ಸಣ್ಣ ಪ್ರಮಾಣದಲ್ಲಿ ಆಹಾರ ಸೇವಿಸಬೇಕು. ಇದರಿಂದ ಜೀರ್ಣಕ್ರಿಯೆಗೆ ಸಹಾಯವಾಗುತ್ತದೆ ಮತ್ತು ಹೊಟ್ಟೆಗೆ ಹೊರೆಯಾಗುವುದಿಲ್ಲ. ಸೀಸನಲ್ ಹಣ್ಣುಗಳಾದ ಕಿತ್ತಳೆ, ಸೇಬು ಹಣ್ಣು ಮತ್ತಿತರ ಹಣ್ಣುಗಳನ್ನು ಸೇವಿಸಬೇಕು. bbox=[424, 1201, 588, 1437]
fruit-bowl-icon bbox=[545, 904, 615, 974]
financial-goals-sheet-text: Financial Goals Guidde for for 2025 bbox=[495, 123, 623, 183]
section-divider bbox=[0, 866, 248, 868]
gita-body-continued: ಇಲ್ಲ. ಈ ಲೋಕದ ಅರಿವು ಇಲ್ಲ ಎಂದಮೇಲೆ ಪರಲೋಕದ ಅರಿವು ಹೇಗಾದೀತು. ಎಚ್ಚರವಾಗಿದ್ದಾಗಲೇ ಈ ಜಗತ್ತಿನ ಅರಿವು ನಮಗಿಲ್ಲವಾದಾಗ, ನಿದ್ದೆಯಲ್ಲಿದ್ದಾಗ ಈ ಜಗತ್ತಿನ ಅರಿವು ತಿಳಿಯಲು ಸಾಧ್ಯವೇ? ಹರಿಃ ಓಂ bbox=[23, 750, 121, 860]
author-place: ಬೆಂಗಳೂರು. bbox=[195, 846, 235, 857]
calculator-icon bbox=[709, 105, 759, 185]
gita-title-line2: ಮಹಾತ್ಮೆ bbox=[72, 94, 182, 138]
gita-verse bbox=[23, 221, 233, 301]
finance-column-4: ಇರುವುದಿಲ್ಲ. ವಿಲ್ ಇಲ್ಲ ಎನ್ನುವುದಕ್ಕಿಂತ ಅದು ಇದ್ದರೆ ಎಷ್ಟು ಅನುಕೂಲ ಎನ್ನುವುದನ್ನು ಅರಿಯಬೇಕು. ಆದರೆ ಯಾವಾಗಲೂ ವಿಲ್ ರಿಜಿಸ್ಟರ್ ಮಾಡುವುದು ಉತ್ತಮ. ಇದನ್ನು ಕೂಡ ನಿಮ್ಮ ನಂತರ ಯಾರಿಗೆ ಆಸ್ತಿ ಸೇರಬೇಕು ಎನ್ನುವ ಸ್ಪಷ್ಟತೆಗಾಗಿ ಬರೆದಿಡಬೇಕು. ವಿಲ್ ಬರೆಯುವುದು ಕೇವಲ ಶ್ರೀಮಂತರಿಗೆ ಮಾತ್ರ ಎನ್ನುವ ತಪ್ಪು ಕಲ್ಪನೆ ಹಲವರಲ್ಲಿದೆ. ಆದರೆ ಪ್ರತಿಯೊಬ್ಬರೂ ತಮ್ಮ ಆಸ್ತಿಗೆ ಅನುಗುಣವಾಗಿ ವಿಲ್ ಬರೆಯಬಹುದು. ನಾಮಿನಿ ಅಥವಾ ವಿಲ್ ಇಲ್ಲದ ವೇಳೆಯಲ್ಲಿ ಕಾನೂನಿನ ಪ್ರಕಾರ ಉತ್ತರಾಧಿಕಾರಿಗಳಿಗೆ ಆಸ್ತಿ ಹಂಚಿಕೆಯಾಗುತ್ತದೆ. ಇದು ಸಾಕಷ್ಟು ಸಮಯ ತೆಗೆದುಕೊಳ್ಳುತ್ತದೆ ಮತ್ತು ಕುಟುಂಬದೊಳಗೆ ವಿವಾದಗಳಿಗೆ ಕಾರಣವಾಗಬಹುದು. ವಿಲ್ ಬರೆಯುವಾಗ ಇಬ್ಬರು ಸಾಕ್ಷಿಗಳ ಸಹಿ ಅಗತ್ಯ. ವಿಲ್ ಅನ್ನು ನೋಂದಣಿ ಮಾಡಿಸುವುದು ಕಡ್ಡಾಯವಲ್ಲದಿದ್ದರೂ, ನೋಂದಣಿ ಮಾಡಿಸಿದರೆ ಅದಕ್ಕೆ ಹೆಚ್ಚಿನ ಕಾನೂನು ಬಲ ಸಿಗುತ್ತದೆ. ಅಗತ್ಯವಿದ್ದಾಗ ವಿಲ್ ಅನ್ನು ಬದಲಾಯಿಸಲೂ ಅವಕಾಶವಿದೆ. ನಿಮ್ಮ ಜೀವನದಲ್ಲಿ ಹೊಸ ಆಸ್ತಿ ಖರೀದಿಸಿದಾಗ ಅಥವಾ ಕುಟುಂಬದಲ್ಲಿ ಬದಲಾವಣೆಯಾದಾಗ ವಿಲ್ ಅನ್ನು ಪರಿಷ್ಕರಿಸಿಕೊಳ್ಳಬೇಕು. ಹೀಗೆ ಮಾಡಿದರೆ ನಿಮ್ಮ ನಂತರ ನಿಮ್ಮವರು ಯಾವುದೇ ತೊಂದರೆಯಿಲ್ಲದೆ ಆಸ್ತಿಯನ್ನು ಪಡೆಯಬಹುದು. ಹೊಸ ವರ್ಷದ ಸಂಕಲ್ಪಗಳಲ್ಲಿ ವಿಲ್ ಬರೆಯುವುದನ್ನೂ ಸೇರಿಸಿಕೊಳ್ಳಿ. bbox=[768, 99, 938, 420]
verse-line: ಯಜ್ಞಶಿಷ್ಟಾಮೃತಭುಜಃ bbox=[88, 224, 168, 238]
issue-date: ಶನಿವಾರ 28-12-2024 bbox=[6, 9, 138, 25]
financial-goals-image bbox=[422, 98, 762, 346]
